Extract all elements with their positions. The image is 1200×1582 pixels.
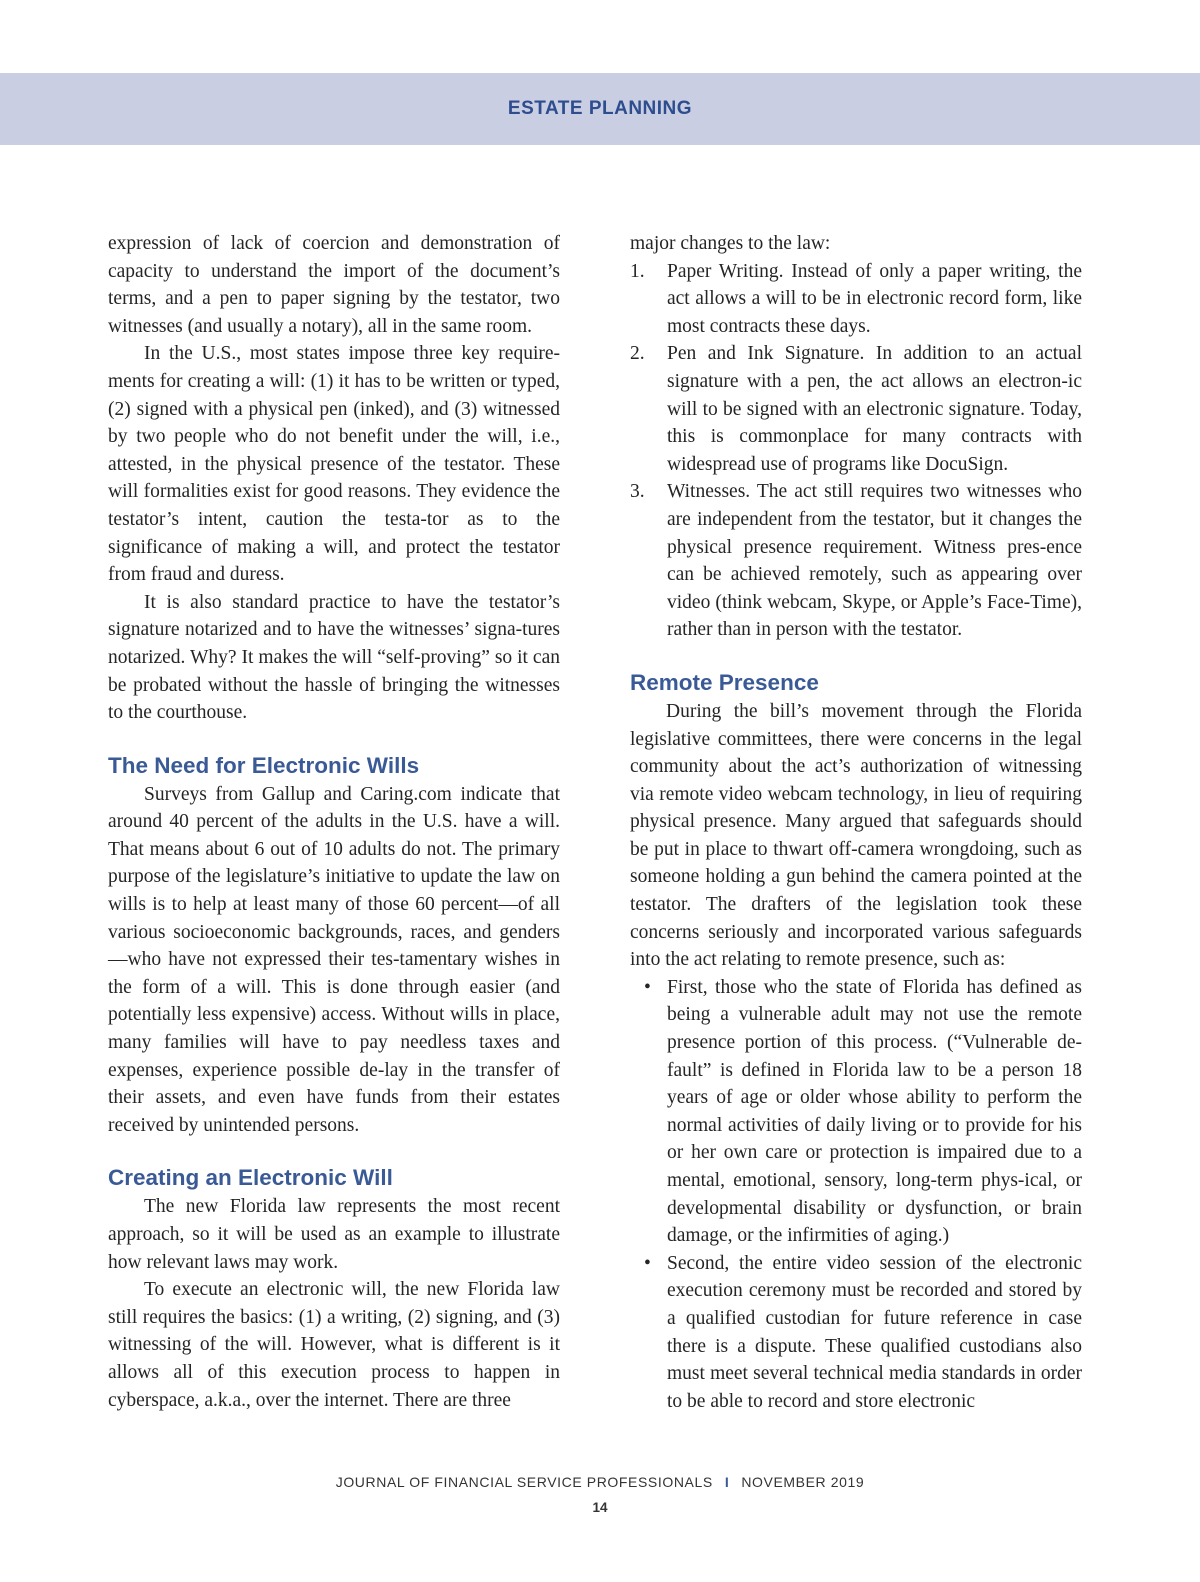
list-number: 3. xyxy=(630,481,645,503)
section-heading: The Need for Electronic Wills xyxy=(108,752,420,778)
paragraph: major changes to the law: xyxy=(630,233,831,254)
list-item-text: Witnesses. The act still requires two witnesses who are independent from the testator, but it changes the physical presence requirement. Witness pres-ence can be achieved remotely, such as appearing over video (think webcam, Skype, or Apple’s Face-Time), rather than in person with the testator. xyxy=(667,481,1082,641)
right-column xyxy=(630,230,1082,1415)
section-heading: Creating an Electronic Will xyxy=(108,1165,393,1191)
list-item-text: Second, the entire video session of the electronic execution ceremony must be recorded and stored by a qualified custodian for future reference in case there is a dispute. These qualified custodians also must meet several technical media standards in order to be able to record and store electronic xyxy=(667,1252,1082,1412)
paragraph: It is also standard practice to have the testator’s signature notarized and to have the witnesses’ signa-tures notarized. Why? It makes the will “self-proving” so it can be probated without the hassle of bringing the witnesses to the courthouse. xyxy=(108,591,560,724)
bullet-list xyxy=(630,974,1082,1416)
left-column xyxy=(108,230,560,1414)
list-item xyxy=(630,258,1082,341)
list-item-text: Pen and Ink Signature. In addition to an actual signature with a pen, the act allows an electron-ic will to be signed with an electronic signature. Today, this is commonplace for many contracts with widespread use of programs like DocuSign. xyxy=(667,343,1082,475)
bullet-icon: • xyxy=(644,976,651,998)
list-item-text: First, those who the state of Florida has defined as being a vulnerable adult may not use the remote presence portion of this process. (“Vulnerable de-fault” is defined in Florida law to be a person 18 years of age or older whose ability to perform the normal activities of daily living or to provide for his or her own care or protection is impaired due to a mental, emotional, sensory, long-term phys-ical, or developmental disability or dysfunction, or brain damage, or the infirmities of aging.) xyxy=(667,976,1082,1247)
bullet-icon: • xyxy=(644,1252,651,1274)
list-item xyxy=(630,974,1082,1250)
footer xyxy=(0,1474,1200,1490)
paragraph: In the U.S., most states impose three key require-ments for creating a will: (1) it has to be written or typed, (2) signed with a physical pen (inked), and (3) witnessed by two people who do not benefit under the will, i.e., attested, in the physical presence of the testator. These will formalities exist for good reasons. They evidence the testator’s intent, caution the testa-tor as to the significance of making a will, and protect the testator from fraud and duress. xyxy=(108,343,560,586)
list-item xyxy=(630,478,1082,644)
numbered-list xyxy=(630,258,1082,644)
section-banner xyxy=(0,73,1200,145)
page-number: 14 xyxy=(592,1500,608,1515)
list-number: 1. xyxy=(630,260,645,282)
paragraph: To execute an electronic will, the new Florida law still requires the basics: (1) a writing, (2) signing, and (3) witnessing of the will. However, what is different is it allows all of this execution process to happen in cyberspace, a.k.a., over the internet. There are three xyxy=(108,1279,560,1411)
list-item xyxy=(630,340,1082,478)
section-title: ESTATE PLANNING xyxy=(507,98,693,119)
paragraph: During the bill’s movement through the Florida legislative committees, there were concerns in the legal community about the act’s authorization of witnessing via remote video webcam technology, in lieu of requiring physical presence. Many argued that safeguards should be put in place to thwart off-camera wrongdoing, such as someone holding a gun behind the camera pointed at the testator. The drafters of the legislation took these concerns seriously and incorporated various safeguards into the act relating to remote presence, such as: xyxy=(630,700,1082,971)
journal-name: JOURNAL OF FINANCIAL SERVICE PROFESSIONALS xyxy=(335,1474,713,1490)
list-number: 2. xyxy=(630,343,645,365)
list-item-text: Paper Writing. Instead of only a paper writing, the act allows a will to be in electronic record form, like most contracts these days. xyxy=(667,260,1082,337)
paragraph: Surveys from Gallup and Caring.com indicate that around 40 percent of the adults in the U.S. have a will. That means about 6 out of 10 adults do not. The primary purpose of the legislature’s initiative to update the law on wills is to help at least many of those 60 percent—of all various socioeconomic backgrounds, races, and genders—who have not expressed their tes-tamentary wishes in the form of a will. This is done through easier (and potentially less expensive) access. Without wills in place, many families will have to pay needless taxes and expenses, experience possible de-lay in the transfer of their assets, and even have funds from their estates received by unintended persons. xyxy=(108,783,560,1136)
issue-date: NOVEMBER 2019 xyxy=(741,1474,865,1490)
footer-separator: I xyxy=(724,1474,730,1490)
paragraph: expression of lack of coercion and demonstration of capacity to understand the import of the document’s terms, and a pen to paper signing by the testator, two witnesses (and usually a notary), all in the same room. xyxy=(108,233,560,337)
section-heading: Remote Presence xyxy=(630,669,819,695)
list-item xyxy=(630,1250,1082,1416)
paragraph: The new Florida law represents the most recent approach, so it will be used as an example to illustrate how relevant laws may work. xyxy=(108,1196,560,1273)
